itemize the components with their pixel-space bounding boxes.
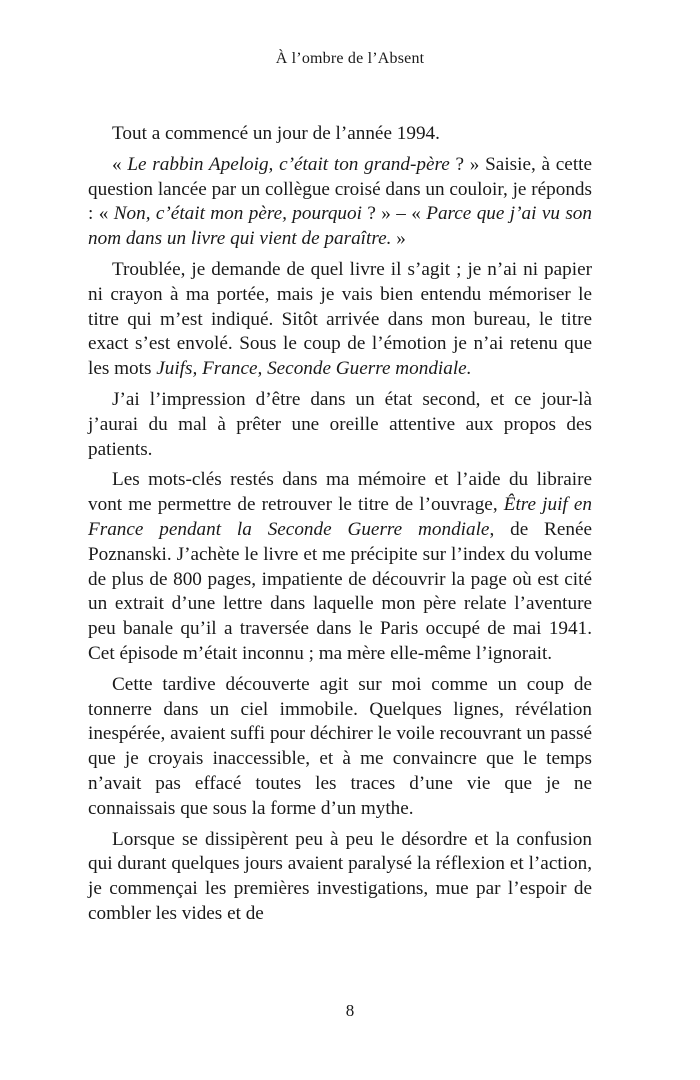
paragraph (88, 122, 592, 147)
text-run: J’ai l’impression d’être dans un état second, et ce jour-là j’aurai du mal à prêter une oreille attentive aux propos des patients. (88, 388, 592, 460)
running-head: À l’ombre de l’Absent (275, 50, 425, 67)
italic-text: Être juif en France pendant la Seconde Guerre mondiale (88, 494, 592, 540)
paragraph (88, 258, 592, 382)
italic-text: Juifs, France, Seconde Guerre mondiale. (156, 358, 472, 380)
paragraph (88, 468, 592, 666)
text-run: Les mots-clés restés dans ma mémoire et l’aide du libraire vont me permettre de retrouver le titre de l’ouvrage, (88, 469, 592, 516)
text-run: « (112, 153, 128, 175)
text-run: Troublée, je demande de quel livre il s’agit ; je n’ai ni papier ni crayon à ma portée, mais je vais bien entendu mémoriser le titre qui m’est indiqué. Sitôt arrivée dans mon bureau, le titre exact s’est envolé. Sous le coup de l’émotion je n’ai retenu que les mots (88, 258, 592, 380)
italic-text: Le rabbin Apeloig, c’était ton grand-père (127, 153, 450, 175)
text-run: » (391, 228, 406, 250)
page-number: 8 (345, 1001, 355, 1020)
italic-text: Parce que j’ai vu son nom dans un livre qui vient de paraître. (88, 203, 592, 250)
body-text (88, 122, 592, 927)
paragraph (88, 153, 592, 252)
paragraph (88, 828, 592, 927)
text-run: Tout a commencé un jour de l’année 1994. (112, 123, 440, 144)
italic-text: Non, c’était mon père, pourquoi (113, 203, 362, 225)
paragraph (88, 673, 592, 822)
paragraph (88, 388, 592, 462)
text-run: ? » – « (361, 203, 427, 225)
text-run: ? » Saisie, à cette question lancée par un collègue croisé dans un couloir, je réponds : « (88, 153, 593, 225)
text-run: Cette tardive découverte agit sur moi comme un coup de tonnerre dans un ciel immobile. Quelques lignes, révélation inespérée, avaient suffi pour déchirer le voile recouvrant un passé que je croyais inaccessible, et à me convaincre que le temps n’avait pas effacé toutes les traces d’une vie que je ne connaissais que sous la forme d’un mythe. (88, 673, 592, 819)
text-run: Lorsque se dissipèrent peu à peu le désordre et la confusion qui durant quelques jours avaient paralysé la réflexion et l’action, je commençai les premières investigations, mue par l’espoir de combler les vides et de (88, 828, 592, 924)
text-run: , de Renée Poznanski. J’achète le livre et me précipite sur l’index du volume de plus de 800 pages, impatiente de découvrir la page où est cité un extrait d’une lettre dans laquelle mon père relate l’aventure peu banale qu’il a traversée dans le Paris occupé de mai 1941. Cet épisode m’était inconnu ; ma mère elle-même l’ignorait. (88, 518, 593, 664)
